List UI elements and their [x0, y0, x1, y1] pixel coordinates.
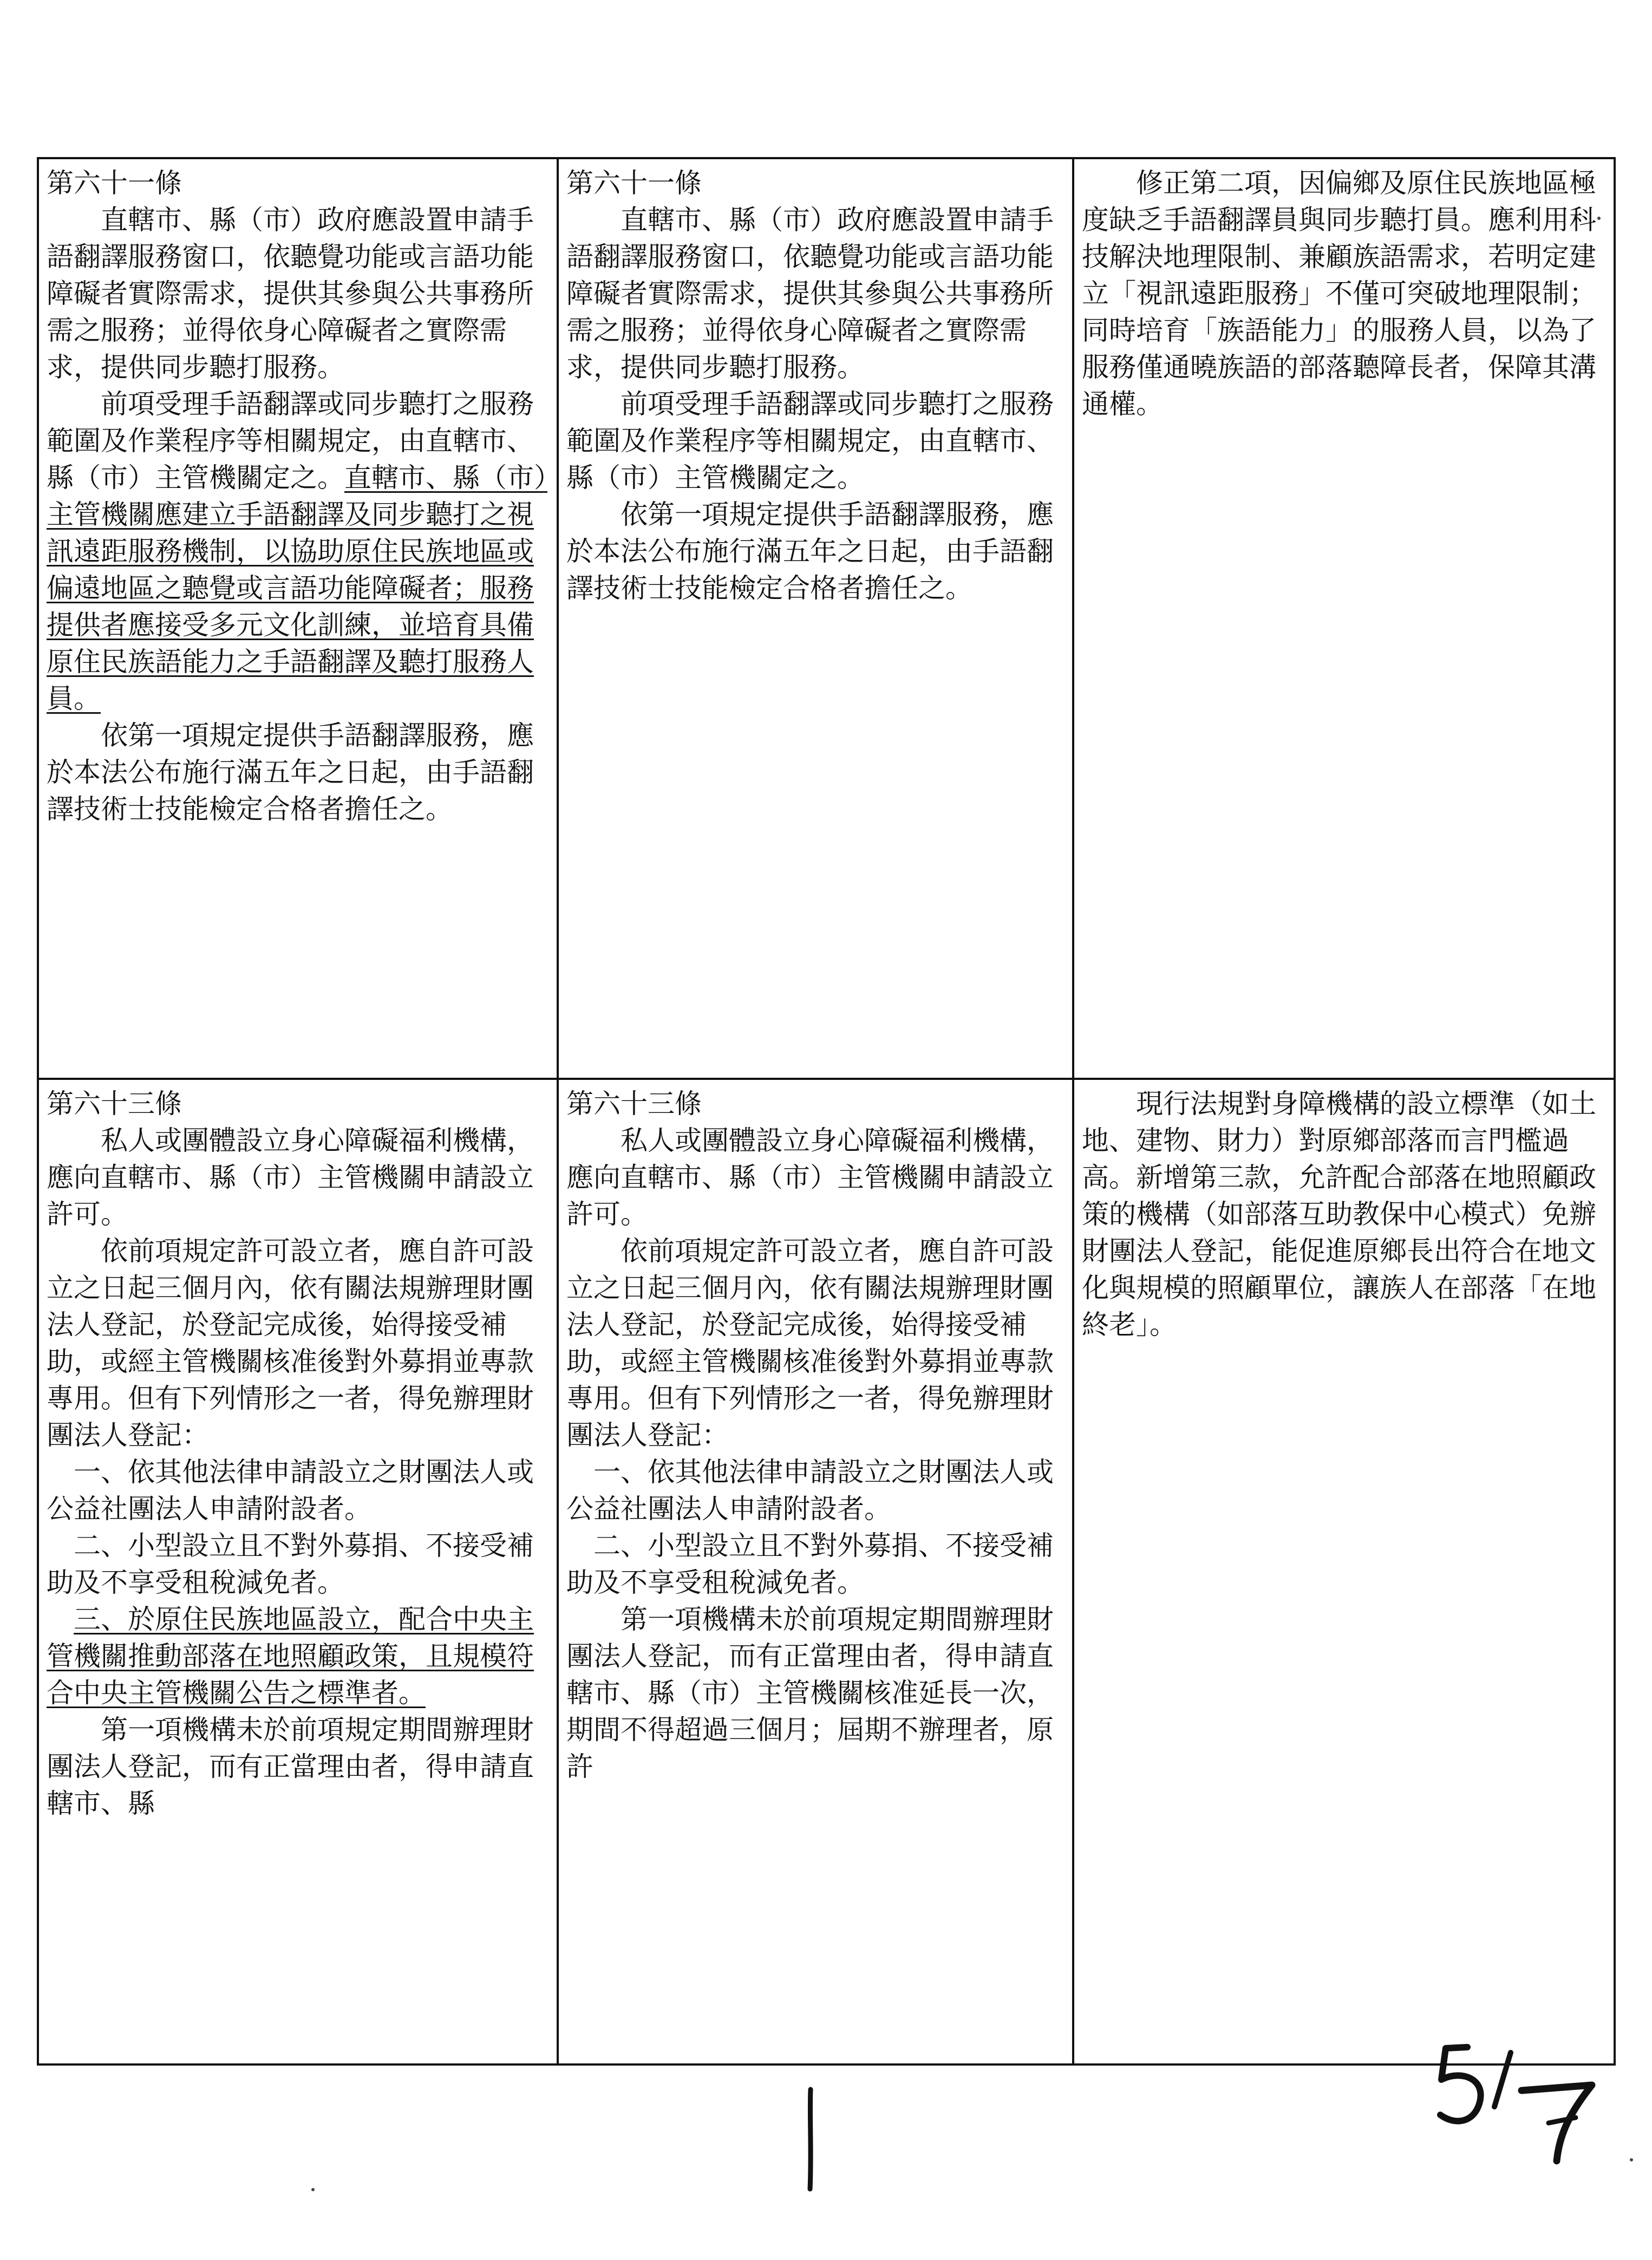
paragraph-2: 依前項規定許可設立者，應自許可設立之日起三個月內，依有關法規辦理財團法人登記，於登記完成後，始得接受補助，或經主管機關核准後對外募捐並專款專用。但有下列情形之一者，得免辦理財團法人登記： [47, 1235, 534, 1451]
paragraph-3: 第一項機構未於前項規定期間辦理財團法人登記，而有正當理由者，得申請直轄市、縣 [47, 1714, 534, 1819]
article-title: 第六十一條 [566, 167, 702, 199]
current-article-63-cell [558, 1079, 1073, 2064]
scan-artifact [311, 2188, 315, 2191]
handwritten-mark [799, 2085, 820, 2193]
article-63-row [38, 1079, 1615, 2064]
amended-text: 直轄市、縣（市）主管機關應建立手語翻譯及同步聽打之視訊遠距服務機制，以協助原住民族地區或偏遠地區之聽覺或言語功能障礙者；服務提供者應接受多元文化訓練，並培育具備原住民族語能力之手語翻譯及聽打服務人員。 [47, 462, 547, 714]
article-title: 第六十三條 [47, 1088, 182, 1119]
current-article-61-cell [558, 158, 1073, 1079]
paragraph-1: 直轄市、縣（市）政府應設置申請手語翻譯服務窗口，依聽覺功能或言語功能障礙者實際需求，提供其參與公共事務所需之服務；並得依身心障礙者之實際需求，提供同步聽打服務。 [566, 204, 1054, 383]
list-item-1: 一、依其他法律申請設立之財團法人或公益社團法人申請附設者。 [47, 1456, 534, 1525]
explanation-text: 現行法規對身障機構的設立標準（如土地、建物、財力）對原鄉部落而言門檻過高。新增第三款，允許配合部落在地照顧政策的機構（如部落互助教保中心模式）免辦財團法人登記，能促進原鄉長出符合在地文化與規模的照顧單位，讓族人在部落「在地終老」。 [1082, 1088, 1596, 1340]
list-item-1: 一、依其他法律申請設立之財團法人或公益社團法人申請附設者。 [566, 1456, 1054, 1525]
paragraph-2 [47, 386, 549, 717]
paragraph-3: 依第一項規定提供手語翻譯服務，應於本法公布施行滿五年之日起，由手語翻譯技術士技能檢定合格者擔任之。 [47, 720, 534, 825]
article-title: 第六十三條 [566, 1088, 702, 1119]
paragraph-1: 直轄市、縣（市）政府應設置申請手語翻譯服務窗口，依聽覺功能或言語功能障礙者實際需求，提供其參與公共事務所需之服務；並得依身心障礙者之實際需求，提供同步聽打服務。 [47, 204, 534, 383]
amended-article-61-cell [38, 158, 558, 1079]
comparison-table [37, 157, 1616, 2066]
scan-artifact [1630, 2158, 1633, 2161]
amended-article-63-cell [38, 1079, 558, 2064]
article-title: 第六十一條 [47, 167, 182, 199]
article-61-row [38, 158, 1615, 1079]
list-item-2: 二、小型設立且不對外募捐、不接受補助及不享受租稅減免者。 [47, 1530, 534, 1598]
paragraph-2: 前項受理手語翻譯或同步聽打之服務範圍及作業程序等相關規定，由直轄市、縣（市）主管機關定之。 [566, 388, 1054, 493]
explanation-article-61-cell [1073, 158, 1615, 1079]
handwritten-page-number [1429, 2042, 1603, 2166]
list-item-3 [47, 1601, 549, 1711]
paragraph-3: 第一項機構未於前項規定期間辦理財團法人登記，而有正當理由者，得申請直轄市、縣（市）主管機關核准延長一次，期間不得超過三個月；屆期不辦理者，原許 [566, 1604, 1054, 1782]
explanation-text: 修正第二項，因偏鄉及原住民族地區極度缺乏手語翻譯員與同步聽打員。應利用科技解決地理限制、兼顧族語需求，若明定建立「視訊遠距服務」不僅可突破地理限制；同時培育「族語能力」的服務人員，以為了服務僅通曉族語的部落聽障長者，保障其溝通權。 [1082, 167, 1596, 420]
amended-text: 三、於原住民族地區設立，配合中央主管機關推動部落在地照顧政策，且規模符合中央主管機關公告之標準者。 [47, 1604, 534, 1709]
paragraph-1: 私人或團體設立身心障礙福利機構，應向直轄市、縣（市）主管機關申請設立許可。 [47, 1125, 534, 1230]
paragraph-2-text: 前項受理手語翻譯或同步聽打之服務範圍及作業程序等相關規定，由直轄市、縣（市）主管機關定之。 [47, 388, 534, 493]
paragraph-2: 依前項規定許可設立者，應自許可設立之日起三個月內，依有關法規辦理財團法人登記，於登記完成後，始得接受補助，或經主管機關核准後對外募捐並專款專用。但有下列情形之一者，得免辦理財團法人登記： [566, 1235, 1054, 1451]
paragraph-3: 依第一項規定提供手語翻譯服務，應於本法公布施行滿五年之日起，由手語翻譯技術士技能檢定合格者擔任之。 [566, 499, 1054, 604]
paragraph-1: 私人或團體設立身心障礙福利機構，應向直轄市、縣（市）主管機關申請設立許可。 [566, 1125, 1054, 1230]
explanation-article-63-cell [1073, 1079, 1615, 2064]
scan-artifact [1597, 217, 1601, 220]
list-item-2: 二、小型設立且不對外募捐、不接受補助及不享受租稅減免者。 [566, 1530, 1054, 1598]
